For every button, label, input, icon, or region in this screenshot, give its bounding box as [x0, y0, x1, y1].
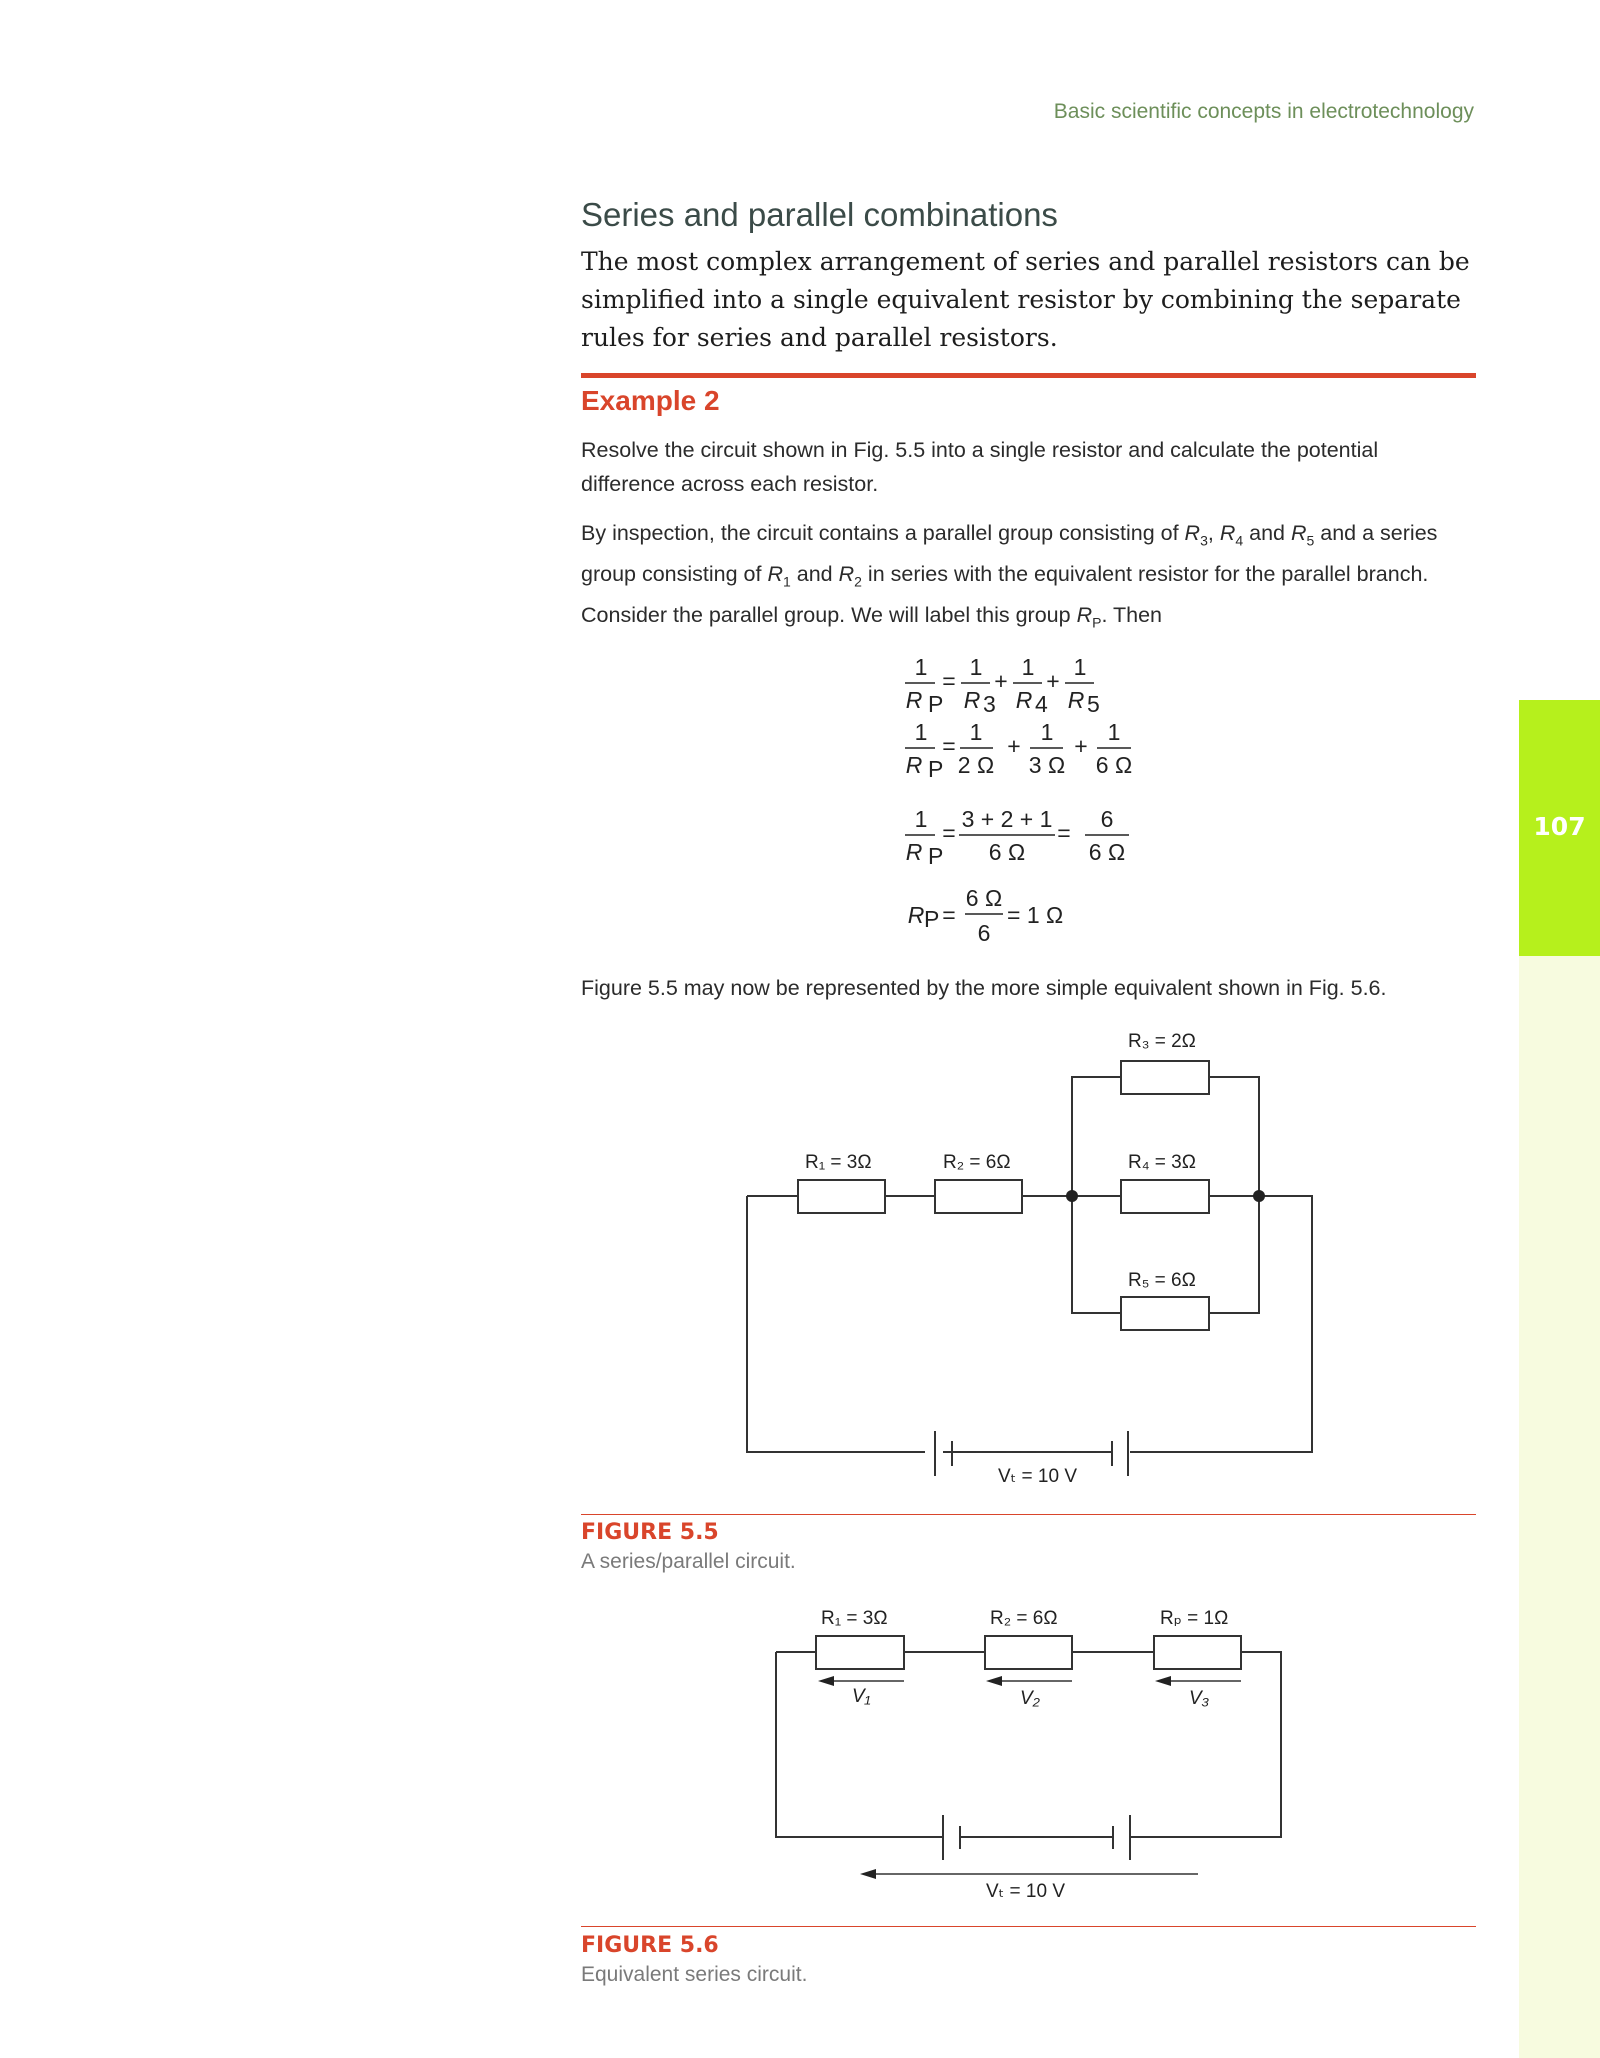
- svg-text:3 Ω: 3 Ω: [1028, 752, 1066, 778]
- equation-line-1: [905, 654, 1100, 717]
- svg-text:5: 5: [1087, 691, 1100, 717]
- battery-left-cell: [935, 1431, 952, 1476]
- junction-node-left: [1066, 1190, 1078, 1202]
- svg-text:6: 6: [977, 920, 991, 946]
- label-r2: R₂ = 6Ω: [943, 1152, 1011, 1173]
- svg-text:1: 1: [914, 806, 928, 832]
- svg-text:1: 1: [969, 719, 983, 745]
- svg-text:1: 1: [1107, 719, 1121, 745]
- rp-subscript: P: [928, 691, 944, 717]
- label-vt: Vₜ = 10 V: [986, 1881, 1066, 1902]
- svg-text:+: +: [1007, 733, 1021, 759]
- svg-text:4: 4: [1035, 691, 1048, 717]
- figure-5-6-diagram: [740, 1590, 1310, 1910]
- svg-text:1: 1: [1040, 719, 1054, 745]
- svg-text:6 Ω: 6 Ω: [988, 839, 1026, 865]
- resistor-r2: [935, 1180, 1022, 1213]
- figure-5-6-rule: [581, 1926, 1476, 1927]
- section-intro: The most complex arrangement of series and parallel resistors can be simplified into a single equivalent resistor by combining the separate rules for series and parallel resistors.: [581, 247, 1470, 352]
- label-r2: R₂ = 6Ω: [990, 1608, 1058, 1629]
- svg-text:=: =: [1057, 820, 1071, 846]
- label-r5: R₅ = 6Ω: [1128, 1270, 1196, 1291]
- arrow-v2: [986, 1676, 1002, 1686]
- label-v3: V₃: [1189, 1688, 1210, 1709]
- page-number: 107: [1533, 812, 1586, 841]
- section-heading: Series and parallel combinations: [581, 196, 1058, 233]
- arrow-v1: [818, 1676, 834, 1686]
- example-paragraph-2: By inspection, the circuit contains a parallel group consisting of $R_3$, $R_4$ and $R_5$ and a series group consisting of $R_1$ and $R_2$ in series with the equivalent resistor for the parallel branch.: [581, 521, 1438, 590]
- svg-text:=: =: [942, 733, 956, 759]
- label-r1: R₁ = 3Ω: [805, 1152, 872, 1173]
- label-vt: Vₜ = 10 V: [998, 1466, 1078, 1487]
- parallel-resistance-equations: [880, 650, 1140, 950]
- svg-text:R: R: [905, 752, 923, 778]
- svg-text:R: R: [907, 902, 925, 928]
- svg-text:+: +: [1046, 668, 1060, 694]
- svg-text:R: R: [1015, 687, 1033, 713]
- svg-text:1: 1: [969, 654, 983, 680]
- svg-text:R: R: [963, 687, 981, 713]
- svg-text:6 Ω: 6 Ω: [965, 885, 1003, 911]
- example-paragraph-1: Resolve the circuit shown in Fig. 5.5 into a single resistor and calculate the potential difference across each resistor.: [581, 438, 1379, 496]
- example-rule: [581, 373, 1476, 378]
- equation-line-3: [905, 806, 1129, 869]
- equation-line-2: [905, 719, 1132, 782]
- example-title: Example 2: [581, 385, 720, 416]
- label-rp: Rₚ = 1Ω: [1160, 1608, 1229, 1629]
- arrow-vt: [860, 1869, 876, 1879]
- svg-text:3: 3: [983, 691, 996, 717]
- svg-text:6 Ω: 6 Ω: [1095, 752, 1133, 778]
- label-v1: V₁: [852, 1686, 871, 1707]
- arrow-v3: [1155, 1676, 1171, 1686]
- resistor-r1: [798, 1180, 885, 1213]
- battery-left-cell: [943, 1815, 960, 1860]
- resistor-rp: [1154, 1636, 1241, 1669]
- figure-5-6-label: FIGURE 5.6: [581, 1933, 719, 1958]
- resistor-r2: [985, 1636, 1072, 1669]
- svg-text:=: =: [942, 820, 956, 846]
- label-r3: R₃ = 2Ω: [1128, 1031, 1196, 1052]
- running-head: Basic scientific concepts in electrotechnology: [1053, 100, 1474, 123]
- numerator-one: 1: [914, 654, 928, 680]
- figure-5-5-label: FIGURE 5.5: [581, 1520, 719, 1545]
- svg-text:6 Ω: 6 Ω: [1088, 839, 1126, 865]
- svg-text:P: P: [928, 843, 944, 869]
- svg-text:+: +: [1074, 733, 1088, 759]
- figure-5-5-caption: A series/parallel circuit.: [581, 1550, 796, 1573]
- rp-symbol: R: [905, 687, 923, 713]
- figure-5-5-rule: [581, 1514, 1476, 1515]
- resistor-r5: [1121, 1297, 1209, 1330]
- svg-text:6: 6: [1100, 806, 1114, 832]
- plus-sign: +: [994, 668, 1008, 694]
- svg-text:= 1 Ω: = 1 Ω: [1007, 902, 1064, 928]
- svg-text:P: P: [924, 906, 940, 932]
- label-v2: V₂: [1020, 1688, 1040, 1709]
- svg-text:3 + 2 + 1: 3 + 2 + 1: [961, 806, 1053, 832]
- resistor-r4: [1121, 1180, 1209, 1213]
- svg-text:=: =: [942, 902, 956, 928]
- label-r4: R₄ = 3Ω: [1128, 1152, 1196, 1173]
- label-r1: R₁ = 3Ω: [821, 1608, 888, 1629]
- figure-5-6-caption: Equivalent series circuit.: [581, 1963, 808, 1986]
- svg-text:1: 1: [1073, 654, 1087, 680]
- equation-line-4: [908, 885, 1064, 946]
- svg-text:1: 1: [1021, 654, 1035, 680]
- example-paragraph-3: Consider the parallel group. We will label this group $R_P$. Then: [581, 603, 1163, 631]
- resistor-r3: [1121, 1061, 1209, 1094]
- example-paragraph-4: Figure 5.5 may now be represented by the more simple equivalent shown in Fig. 5.6.: [581, 976, 1387, 1000]
- svg-text:1: 1: [914, 719, 928, 745]
- svg-text:R: R: [1067, 687, 1085, 713]
- svg-text:R: R: [905, 839, 923, 865]
- figure-5-5-diagram: [700, 1020, 1340, 1500]
- battery-right-cell: [1113, 1815, 1130, 1860]
- battery-right-cell: [1112, 1431, 1128, 1476]
- resistor-r1: [816, 1636, 904, 1669]
- junction-node-right: [1253, 1190, 1265, 1202]
- svg-text:P: P: [928, 756, 944, 782]
- equals-sign: =: [942, 668, 956, 694]
- svg-text:2 Ω: 2 Ω: [957, 752, 995, 778]
